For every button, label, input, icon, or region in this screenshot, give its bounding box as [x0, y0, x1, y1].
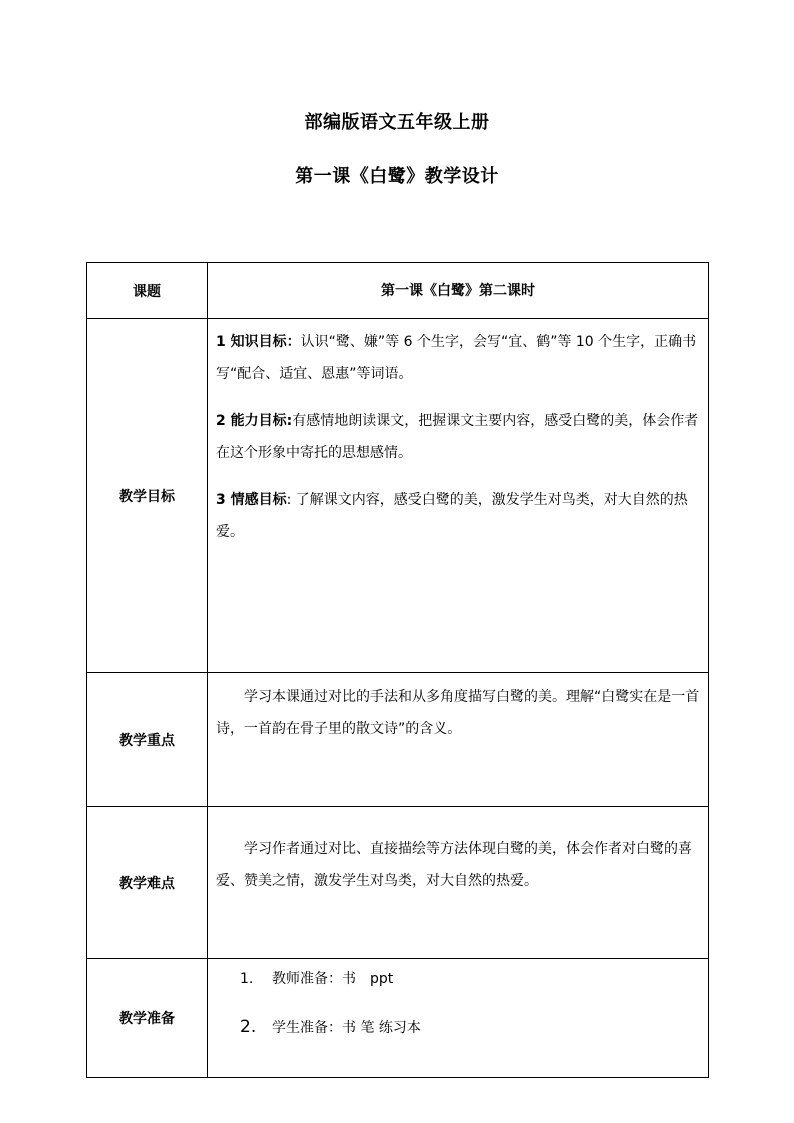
table-row	[87, 959, 709, 1078]
list-item	[240, 967, 700, 991]
difficulties-text: 学习作者通过对比、直接描绘等方法体现白鹭的美，体会作者对白鹭的喜爱、赞美之情，激发学生对鸟类，对大自然的热爱。	[216, 841, 692, 889]
preparation-content	[208, 959, 709, 1078]
goal-item	[216, 405, 700, 469]
table-row	[87, 807, 709, 959]
key-points-label: 教学重点	[87, 673, 208, 807]
goals-content	[208, 319, 709, 673]
goal-text: 有感情地朗读课文，把握课文主要内容，感受白鹭的美，体会作者在这个形象中寄托的思想感情。	[216, 413, 699, 461]
difficulties-label: 教学难点	[87, 807, 208, 959]
preparation-label: 教学准备	[87, 959, 208, 1078]
document-title: 部编版语文五年级上册	[304, 112, 490, 133]
goal-text: : 了解课文内容，感受白鹭的美，激发学生对鸟类，对大自然的热爱。	[216, 492, 688, 540]
list-text: 学生准备：书 笔 练习本	[272, 1020, 421, 1036]
list-number: 1.	[240, 971, 254, 987]
goal-head: 3 情感目标	[216, 492, 287, 508]
goal-item	[216, 326, 700, 390]
topic-label: 课题	[87, 263, 208, 319]
goals-label: 教学目标	[87, 319, 208, 673]
goal-head: 1 知识目标：	[216, 334, 301, 350]
key-points-content	[208, 673, 709, 807]
topic-value: 第一课《白鹭》第二课时	[208, 263, 709, 319]
lesson-plan-table	[86, 262, 709, 1078]
table-row	[87, 263, 709, 319]
difficulties-content	[208, 807, 709, 959]
table-row	[87, 319, 709, 673]
list-item	[240, 1015, 700, 1040]
document-subtitle: 第一课《白鹭》教学设计	[295, 166, 499, 187]
goal-head: 2 能力目标:	[216, 413, 293, 429]
table-row	[87, 673, 709, 807]
list-text: 教师准备：书 ppt	[272, 971, 394, 987]
goal-text: 认识“鹭、嫌”等 6 个生字，会写“宜、鹤”等 10 个生字，正确书写“配合、适宜、恩惠”等词语。	[216, 334, 697, 382]
goal-item	[216, 484, 700, 548]
key-points-text: 学习本课通过对比的手法和从多角度描写白鹭的美。理解“白鹭实在是一首诗，一首韵在骨子里的散文诗”的含义。	[216, 689, 700, 737]
list-number: 2.	[240, 1017, 257, 1037]
